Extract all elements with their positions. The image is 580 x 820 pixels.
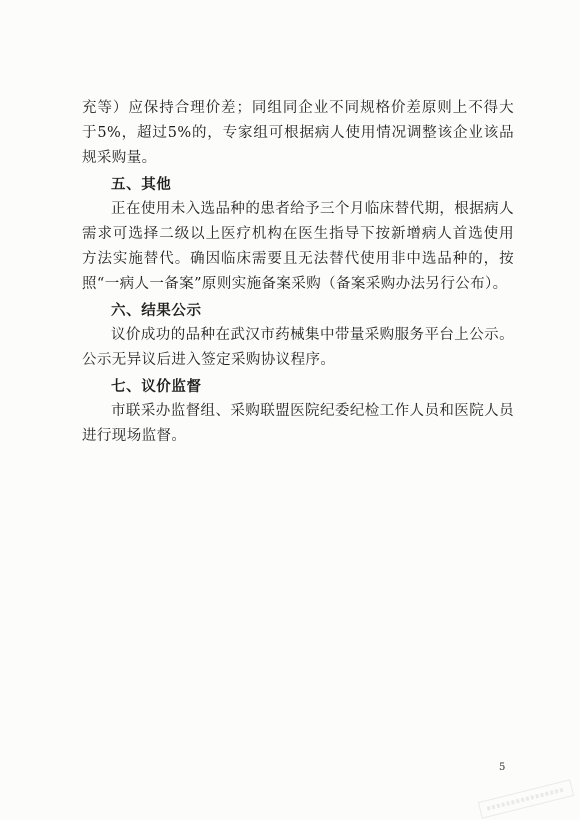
paragraph-price-difference: 充等）应保持合理价差；同组同企业不同规格价差原则上不得大于5%，超过5%的，专家组可根据病人使用情况调整该企业该品规采购量。 xyxy=(82,100,514,166)
paragraph-other: 正在使用未入选品种的患者给予三个月临床替代期，根据病人需求可选择二级以上医疗机构在医生指导下按新增病人首选使用方法实施替代。确因临床需要且无法替代使用非中选品种的，按照“一病人一备案”原则实施备案采购（备案采购办法另行公布）。 xyxy=(82,201,514,292)
paragraph-result-publicity: 议价成功的品种在武汉市药械集中带量采购服务平台上公示。公示无异议后进入签定采购协议程序。 xyxy=(82,327,514,368)
document-body xyxy=(82,96,514,449)
heading-other: 五、其他 xyxy=(111,177,172,193)
heading-result-publicity: 六、结果公示 xyxy=(111,303,202,319)
heading-negotiation-supervision: 七、议价监督 xyxy=(111,379,202,395)
page-number: 5 xyxy=(499,762,506,773)
paragraph-negotiation-supervision: 市联采办监督组、采购联盟医院纪委纪检工作人员和医院人员进行现场监督。 xyxy=(82,403,514,444)
watermark-stamp xyxy=(477,779,575,820)
